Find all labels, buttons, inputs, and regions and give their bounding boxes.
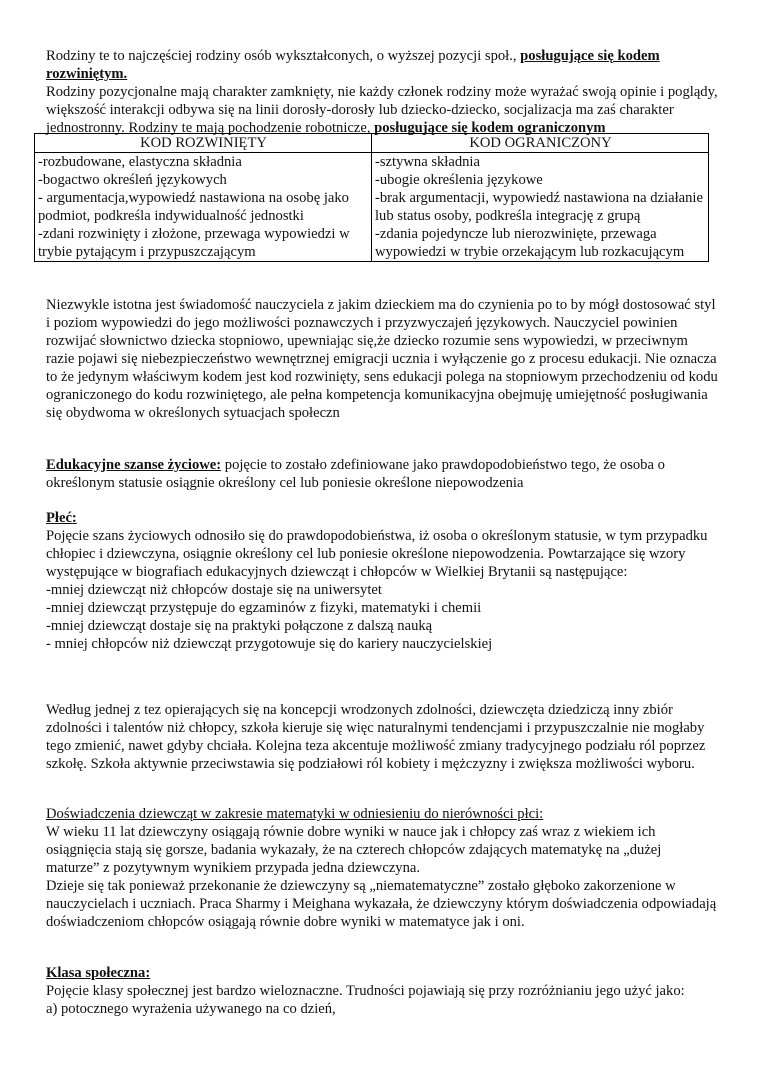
list-item: -mniej dziewcząt przystępuje do egzaminów z fizyki, matematyki i chemii xyxy=(46,600,482,616)
table-header-restricted: KOD OGRANICZONY xyxy=(372,134,709,153)
section-heading: Klasa społeczna: xyxy=(46,965,151,981)
gender-paragraph: Pojęcie szans życiowych odnosiło się do prawdopodobieństwa, iż osoba o określonym statusie, w tym przypadku chłopiec i dziewczyna, osiągnie określony cel lub poniesie określone niepowodzenia. Powtarzające się wzory występujące w biografiach edukacyjnych dziewcząt i chłopców w Wielkiej Brytanii są następujące: xyxy=(46,528,708,580)
math-section xyxy=(46,805,718,931)
section-heading: Płeć: xyxy=(46,510,77,526)
gender-section xyxy=(46,509,718,653)
list-item: -mniej dziewcząt dostaje się na praktyki połączone z dalszą nauką xyxy=(46,618,433,634)
intro-section xyxy=(46,47,718,137)
math-paragraph-2: Dzieje się tak ponieważ przekonanie że dziewczyny są „niematematyczne” zostało głęboko zakorzenione w nauczycielach i uczniach. Praca Sharmy i Meighana wykazała, że dziewczyny którym doświadczenia odpowiadają doświadczeniom chłopców osiągają równie dobre wyniki w matematyce jak i oni. xyxy=(46,878,717,930)
social-class-section xyxy=(46,964,718,1018)
list-item: -rozbudowane, elastyczna składnia xyxy=(38,154,242,170)
math-paragraph-1: W wieku 11 lat dziewczyny osiągają równie dobre wyniki w nauce jak i chłopcy zaś wraz z wiekiem ich osiągnięcia stają się gorsze, badania wykazały, że na czterech chłopców zdających matematykę na „dużej maturze” z pozytywnym wynikiem przypada jedna dziewczyna. xyxy=(46,824,662,876)
life-chances-paragraph: Edukacyjne szanse życiowe: pojęcie to zostało zdefiniowane jako prawdopodobieństwo tego, że osoba o określonym statusie osiągnie określony cel lub poniesie określone niepowodzenia xyxy=(46,457,665,491)
bold-phrase: posługujące się kodem ograniczonym xyxy=(374,120,606,136)
list-item: -sztywna składnia xyxy=(375,154,480,170)
bold-phrase: posługujące się kodem rozwiniętym. xyxy=(46,48,660,82)
list-item: -zdani rozwinięty i złożone, przewaga wypowiedzi w trybie pytającym i przypuszczającym xyxy=(38,226,350,260)
teacher-paragraph: Niezwykle istotna jest świadomość nauczyciela z jakim dzieckiem ma do czynienia po to by mógł dostosować styl i poziom wypowiedzi do jego możliwości poznawczych i przyzwyczajeń językowych. Nauczyciel powinien rozwijać słownictwo dziecka stopniowo, upewniając się,że dziecko rozumie sens wypowiedzi, w przeciwnym razie pojawi się niebezpieczeństwo wewnętrznej emigracji ucznia i wyłączenie go z procesu edukacji. Nie oznacza to że jedynym właściwym kodem jest kod rozwinięty, sens edukacji polega na stopniowym przechodzeniu od kodu ograniczonego do kodu rozwiniętego, ale pełna kompetencja komunikacyjna obejmuję umiejętność posługiwania się obydwoma w określonych sytuacjach społeczn xyxy=(46,297,718,421)
social-class-item: a) potocznego wyrażenia używanego na co dzień, xyxy=(46,1001,336,1017)
list-item: - argumentacja,wypowiedź nastawiona na osobę jako podmiot, podkreśla indywidualność jednostki xyxy=(38,190,349,224)
table-header-elaborated: KOD ROZWINIĘTY xyxy=(35,134,372,153)
social-class-paragraph: Pojęcie klasy społecznej jest bardzo wieloznaczne. Trudności pojawiają się przy rozróżnianiu jego użyć jako: xyxy=(46,983,685,999)
list-item: - mniej chłopców niż dziewcząt przygotowuje się do kariery nauczycielskiej xyxy=(46,636,493,652)
list-item: -bogactwo określeń językowych xyxy=(38,172,227,188)
intro-paragraph-2: Rodziny pozycjonalne mają charakter zamknięty, nie każdy członek rodziny może wyrażać swoją opinie i poglądy, większość interakcji odbywa się na linii dorosły-dorosły lub dziecko-dziecko, socjalizacja ma zaś charakter jednostronny. Rodziny te mają pochodzenie robotnicze, posługujące się kodem ograniczonym xyxy=(46,84,718,136)
section-heading: Edukacyjne szanse życiowe: xyxy=(46,457,222,473)
list-item: -mniej dziewcząt niż chłopców dostaje się na uniwersytet xyxy=(46,582,382,598)
restricted-code-cell xyxy=(372,153,709,262)
list-item: -zdania pojedyncze lub nierozwinięte, przewaga wypowiedzi w trybie orzekającym lub rozkacującym xyxy=(375,226,685,260)
elaborated-code-cell xyxy=(35,153,372,262)
innate-abilities-paragraph: Według jednej z tez opierających się na koncepcji wrodzonych zdolności, dziewczęta dziedziczą inny zbiór zdolności i talentów niż chłopcy, szkoła kieruje się więc naturalnymi tendencjami i przypuszczalnie nie mogłaby tego zmienić, nawet gdyby chciała. Kolejna teza akcentuje możliwość zmiany tradycyjnego podziału ról poprzez szkołę. Szkoła aktywnie przeciwstawia się podziałowi ról kobiety i mężczyzny i zwiększa możliwości wyboru. xyxy=(46,702,706,772)
intro-paragraph-1: Rodziny te to najczęściej rodziny osób wykształconych, o wyższej pozycji społ., posługujące się kodem rozwiniętym. xyxy=(46,48,660,82)
code-comparison-table xyxy=(34,133,709,262)
list-item: -brak argumentacji, wypowiedź nastawiona na działanie lub status osoby, podkreśla integrację z grupą xyxy=(375,190,703,224)
list-item: -ubogie określenia językowe xyxy=(375,172,543,188)
section-heading: Doświadczenia dziewcząt w zakresie matematyki w odniesieniu do nierówności płci: xyxy=(46,806,544,822)
